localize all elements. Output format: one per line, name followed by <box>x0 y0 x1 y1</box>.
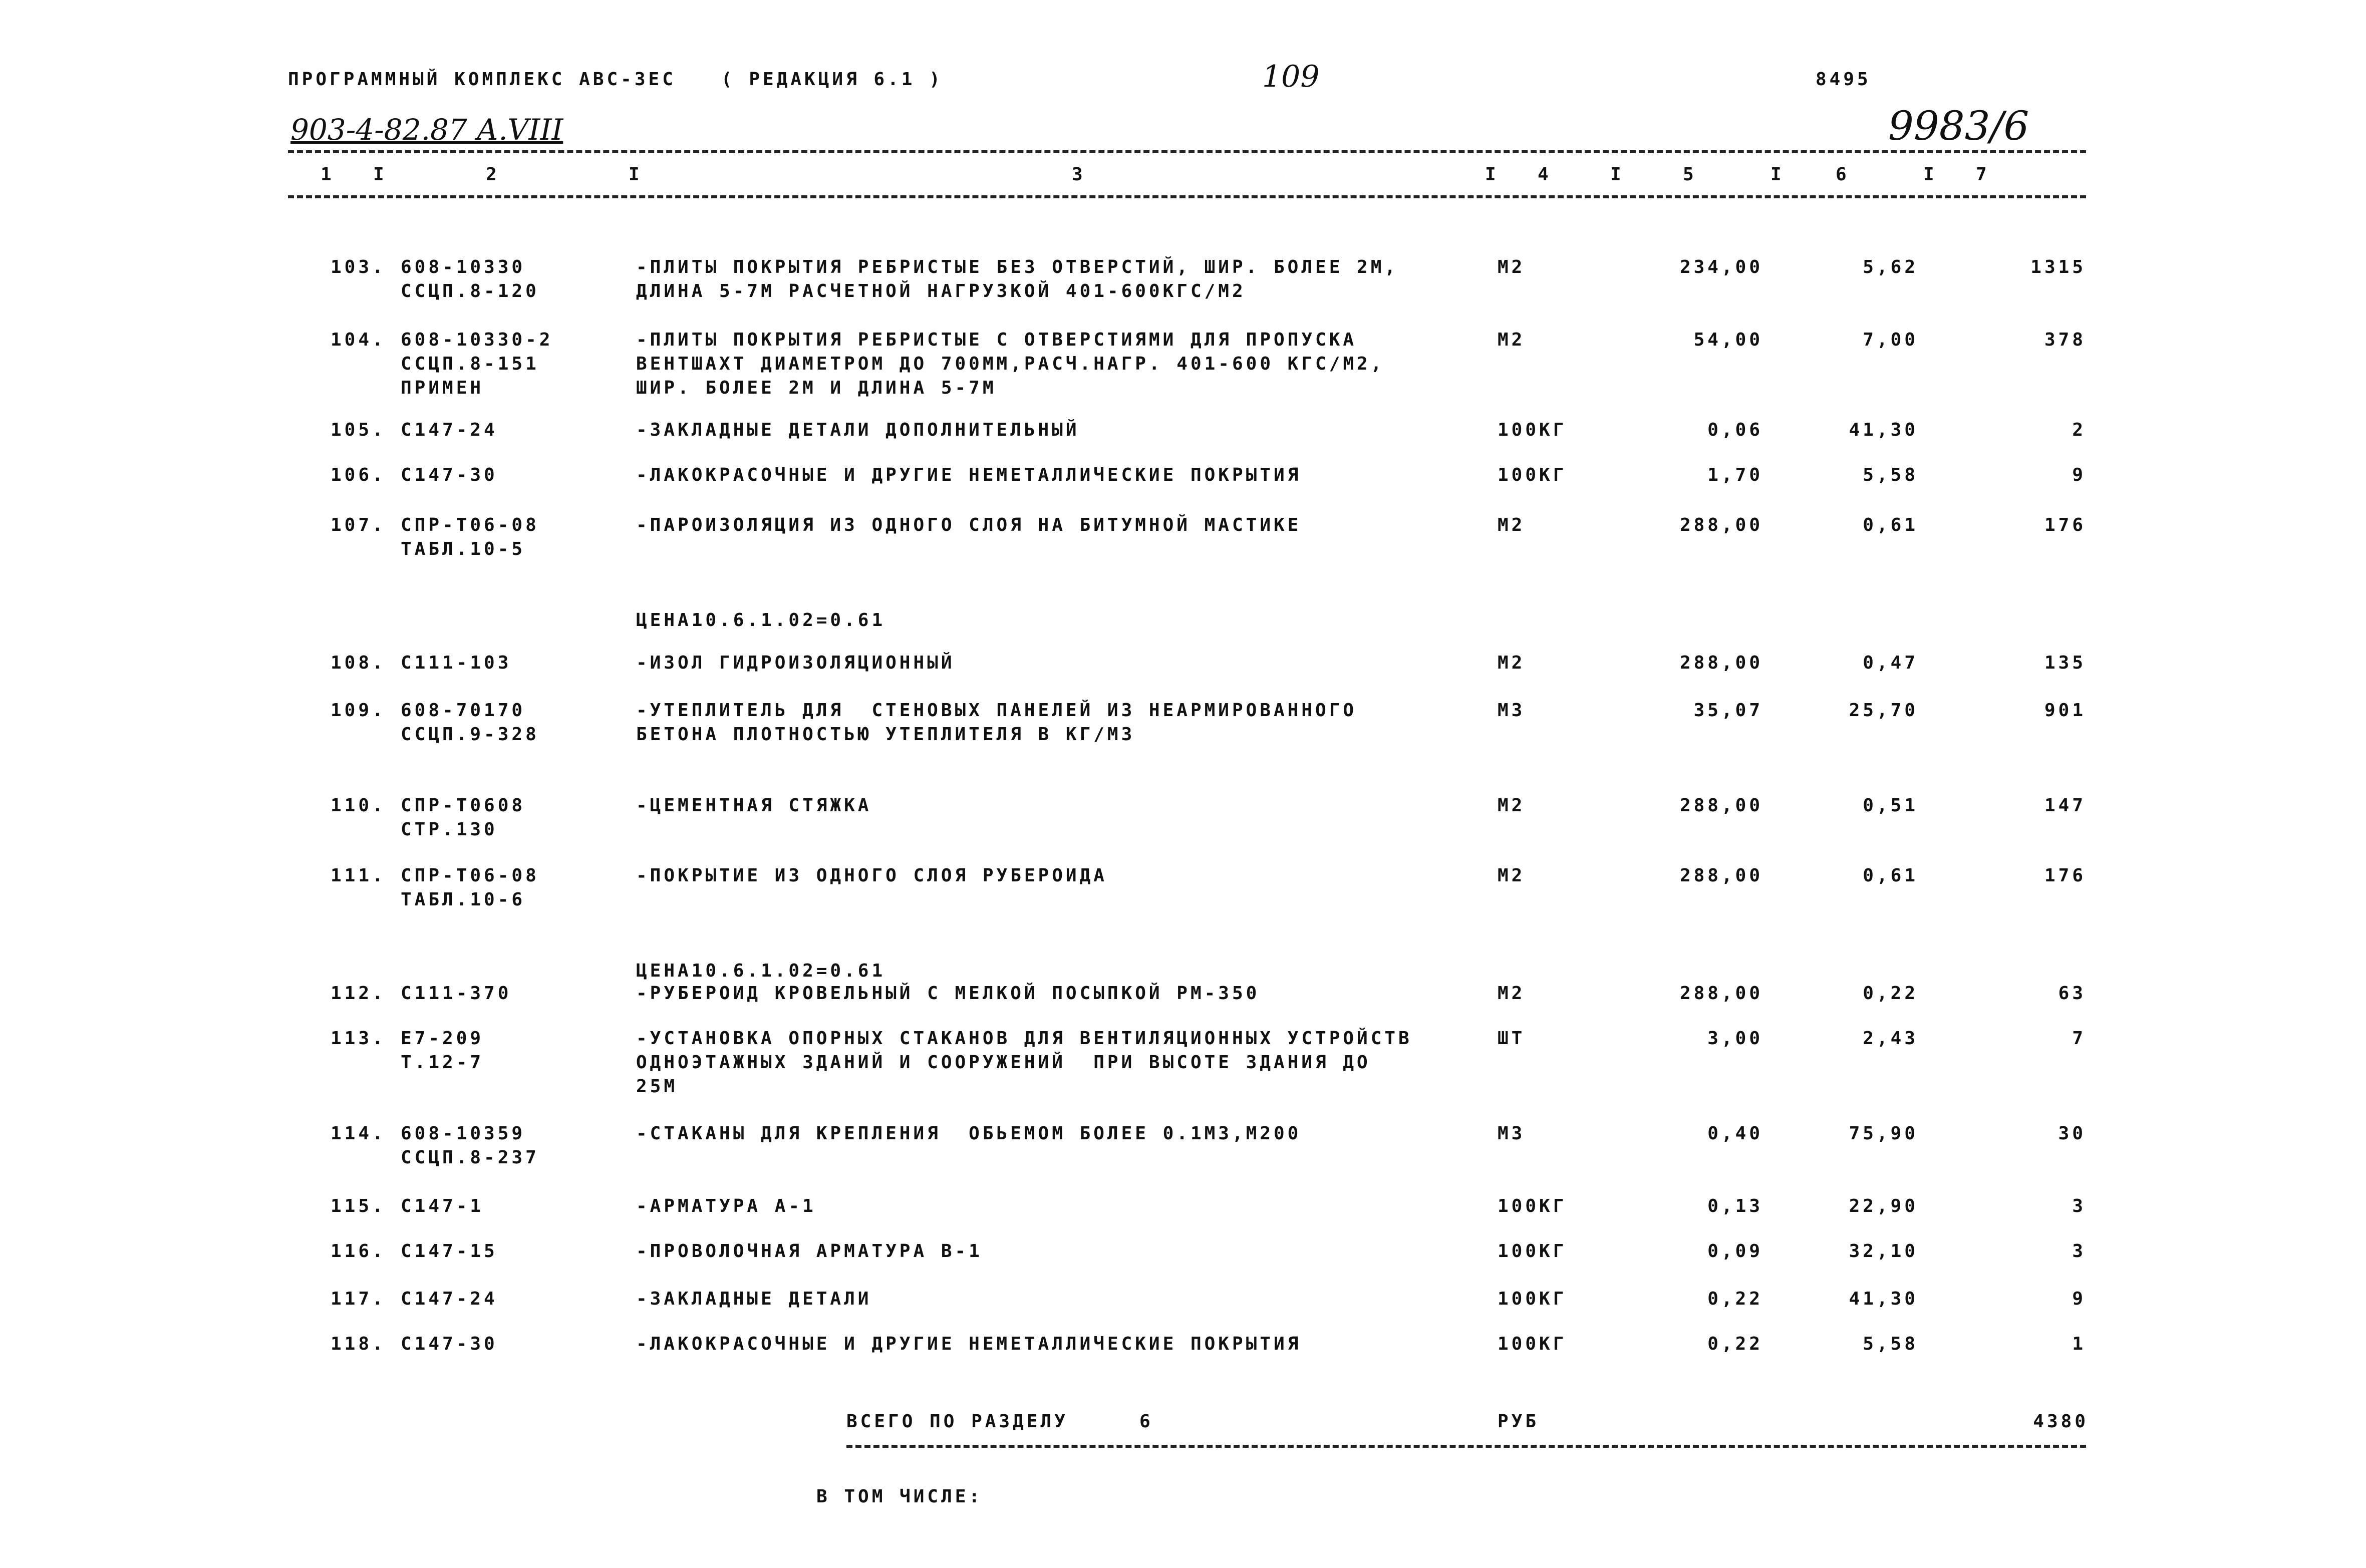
row-unit: М3 <box>1498 700 1526 721</box>
row-unit-price: 32,10 <box>1849 1241 1918 1262</box>
row-code: С147-15 <box>401 1241 498 1262</box>
row-total: 2 <box>2072 420 2086 440</box>
column-separator: I <box>1770 164 1785 185</box>
row-number: 109. <box>331 700 386 721</box>
row-quantity: 35,07 <box>1693 700 1763 721</box>
row-total: 7 <box>2072 1028 2086 1049</box>
row-description: -ЦЕМЕНТНАЯ СТЯЖКА <box>636 795 872 816</box>
row-number: 105. <box>331 420 386 440</box>
column-number-6: 6 <box>1836 164 1850 185</box>
column-number-1: 1 <box>321 164 335 185</box>
row-unit-price: 25,70 <box>1849 700 1918 721</box>
row-number: 107. <box>331 515 386 535</box>
row-number: 112. <box>331 983 386 1004</box>
row-description: -ПРОВОЛОЧНАЯ АРМАТУРА В-1 <box>636 1241 983 1262</box>
row-description: -АРМАТУРА А-1 <box>636 1196 816 1216</box>
row-code: С111-370 <box>401 983 512 1004</box>
row-number: 118. <box>331 1334 386 1354</box>
row-unit: М2 <box>1498 653 1526 673</box>
row-total: 135 <box>2044 653 2086 673</box>
document-code: 8495 <box>1816 69 1871 90</box>
row-total: 3 <box>2072 1241 2086 1262</box>
row-description: -УТЕПЛИТЕЛЬ ДЛЯ СТЕНОВЫХ ПАНЕЛЕЙ ИЗ НЕАРМИРОВАННОГО БЕТОНА ПЛОТНОСТЬЮ УТЕПЛИТЕЛЯ В КГ/М3 <box>636 700 1357 745</box>
row-quantity: 54,00 <box>1693 330 1763 350</box>
row-code: 608-10330-2 ССЦП.8-151 ПРИМЕН <box>401 330 553 398</box>
row-description: -ЛАКОКРАСОЧНЫЕ И ДРУГИЕ НЕМЕТАЛЛИЧЕСКИЕ ПОКРЫТИЯ <box>636 1334 1302 1354</box>
row-number: 115. <box>331 1196 386 1216</box>
row-description: -УСТАНОВКА ОПОРНЫХ СТАКАНОВ ДЛЯ ВЕНТИЛЯЦИОННЫХ УСТРОЙСТВ ОДНОЭТАЖНЫХ ЗДАНИЙ И СООРУЖЕНИЙ ПРИ ВЫСОТЕ ЗДАНИЯ ДО 25М <box>636 1028 1412 1097</box>
row-unit-price: 0,22 <box>1863 983 1918 1004</box>
row-number: 117. <box>331 1289 386 1309</box>
row-unit-price: 75,90 <box>1849 1123 1918 1144</box>
row-unit-price: 41,30 <box>1849 1289 1918 1309</box>
edition-label: ( РЕДАКЦИЯ 6.1 ) <box>721 69 943 90</box>
row-code: 608-10359 ССЦП.8-237 <box>401 1123 539 1168</box>
summary-rule <box>846 1445 2086 1448</box>
row-unit: 100КГ <box>1498 465 1567 485</box>
row-code: С147-1 <box>401 1196 484 1216</box>
row-unit: М2 <box>1498 330 1526 350</box>
row-code: СПР-Т06-08 ТАБЛ.10-5 <box>401 515 539 559</box>
row-number: 114. <box>331 1123 386 1144</box>
row-unit: М2 <box>1498 515 1526 535</box>
row-total: 9 <box>2072 1289 2086 1309</box>
row-description: -ЗАКЛАДНЫЕ ДЕТАЛИ ДОПОЛНИТЕЛЬНЫЙ <box>636 420 1080 440</box>
row-total: 1315 <box>2030 257 2086 277</box>
row-description: -ПАРОИЗОЛЯЦИЯ ИЗ ОДНОГО СЛОЯ НА БИТУМНОЙ МАСТИКЕ <box>636 515 1302 535</box>
row-unit: М3 <box>1498 1123 1526 1144</box>
row-unit: 100КГ <box>1498 420 1567 440</box>
header-rule-bottom <box>288 195 2086 198</box>
row-unit-price: 5,58 <box>1863 1334 1918 1354</box>
row-quantity: 288,00 <box>1679 515 1763 535</box>
row-unit-price: 0,61 <box>1863 515 1918 535</box>
row-number: 110. <box>331 795 386 816</box>
row-unit-price: 5,58 <box>1863 465 1918 485</box>
column-number-3: 3 <box>1072 164 1086 185</box>
row-code: С147-30 <box>401 465 498 485</box>
row-unit: 100КГ <box>1498 1289 1567 1309</box>
row-quantity: 288,00 <box>1679 795 1763 816</box>
row-unit-price: 22,90 <box>1849 1196 1918 1216</box>
row-total: 63 <box>2058 983 2086 1004</box>
row-quantity: 288,00 <box>1679 653 1763 673</box>
row-quantity: 1,70 <box>1707 465 1763 485</box>
section-total-value: 4380 <box>2033 1411 2089 1432</box>
price-note: ЦЕНА10.6.1.02=0.61 <box>636 961 886 981</box>
row-quantity: 3,00 <box>1707 1028 1763 1049</box>
row-total: 3 <box>2072 1196 2086 1216</box>
row-code: 608-70170 ССЦП.9-328 <box>401 700 539 745</box>
row-number: 108. <box>331 653 386 673</box>
row-quantity: 0,13 <box>1707 1196 1763 1216</box>
row-quantity: 0,09 <box>1707 1241 1763 1262</box>
row-description: -РУБЕРОИД КРОВЕЛЬНЫЙ С МЕЛКОЙ ПОСЫПКОЙ РМ-350 <box>636 983 1260 1004</box>
row-description: -ЛАКОКРАСОЧНЫЕ И ДРУГИЕ НЕМЕТАЛЛИЧЕСКИЕ ПОКРЫТИЯ <box>636 465 1302 485</box>
section-total-unit: РУБ <box>1498 1411 1540 1432</box>
row-unit: 100КГ <box>1498 1334 1567 1354</box>
row-unit-price: 7,00 <box>1863 330 1918 350</box>
row-unit: М2 <box>1498 257 1526 277</box>
row-unit: 100КГ <box>1498 1196 1567 1216</box>
row-unit: М2 <box>1498 865 1526 886</box>
column-number-7: 7 <box>1976 164 1990 185</box>
column-separator: I <box>373 164 387 185</box>
row-description: -ПЛИТЫ ПОКРЫТИЯ РЕБРИСТЫЕ БЕЗ ОТВЕРСТИЙ, ШИР. БОЛЕЕ 2М, ДЛИНА 5-7М РАСЧЕТНОЙ НАГРУЗКОЙ 401-600КГС/М2 <box>636 257 1399 301</box>
row-quantity: 234,00 <box>1679 257 1763 277</box>
column-number-5: 5 <box>1683 164 1697 185</box>
row-description: -ПЛИТЫ ПОКРЫТИЯ РЕБРИСТЫЕ С ОТВЕРСТИЯМИ ДЛЯ ПРОПУСКА ВЕНТШАХТ ДИАМЕТРОМ ДО 700ММ,РАСЧ.НАГР. 401-600 КГС/М2, ШИР. БОЛЕЕ 2М И ДЛИНА 5-7М <box>636 330 1385 398</box>
row-unit-price: 0,47 <box>1863 653 1918 673</box>
row-unit-price: 2,43 <box>1863 1028 1918 1049</box>
row-quantity: 288,00 <box>1679 983 1763 1004</box>
row-unit: М2 <box>1498 795 1526 816</box>
row-description: -ЗАКЛАДНЫЕ ДЕТАЛИ <box>636 1289 872 1309</box>
row-total: 176 <box>2044 515 2086 535</box>
row-code: СПР-Т06-08 ТАБЛ.10-6 <box>401 865 539 910</box>
column-separator: I <box>1485 164 1499 185</box>
row-total: 30 <box>2058 1123 2086 1144</box>
column-separator: I <box>1923 164 1937 185</box>
section-number: 6 <box>1139 1411 1153 1432</box>
header-rule-top <box>288 150 2086 153</box>
row-code: С147-30 <box>401 1334 498 1354</box>
row-unit-price: 41,30 <box>1849 420 1918 440</box>
column-separator: I <box>629 164 643 185</box>
row-description: -СТАКАНЫ ДЛЯ КРЕПЛЕНИЯ ОБЬЕМОМ БОЛЕЕ 0.1М3,М200 <box>636 1123 1302 1144</box>
column-separator: I <box>1610 164 1624 185</box>
row-number: 111. <box>331 865 386 886</box>
row-quantity: 0,22 <box>1707 1289 1763 1309</box>
row-number: 106. <box>331 465 386 485</box>
row-unit-price: 0,51 <box>1863 795 1918 816</box>
row-number: 113. <box>331 1028 386 1049</box>
row-unit: ШТ <box>1498 1028 1526 1049</box>
row-code: 608-10330 ССЦП.8-120 <box>401 257 539 301</box>
document-reference: 903-4-82.87 А.VIII <box>290 113 563 147</box>
row-code: С111-103 <box>401 653 512 673</box>
row-number: 104. <box>331 330 386 350</box>
row-code: СПР-Т0608 СТР.130 <box>401 795 526 840</box>
including-label: В ТОМ ЧИСЛЕ: <box>816 1486 983 1507</box>
program-title: ПРОГРАММНЫЙ КОМПЛЕКС АВС-3ЕС <box>288 69 676 90</box>
row-unit: 100КГ <box>1498 1241 1567 1262</box>
row-code: С147-24 <box>401 1289 498 1309</box>
row-total: 147 <box>2044 795 2086 816</box>
row-total: 901 <box>2044 700 2086 721</box>
row-quantity: 288,00 <box>1679 865 1763 886</box>
row-quantity: 0,40 <box>1707 1123 1763 1144</box>
row-number: 103. <box>331 257 386 277</box>
column-number-4: 4 <box>1538 164 1552 185</box>
row-total: 176 <box>2044 865 2086 886</box>
row-description: -ПОКРЫТИЕ ИЗ ОДНОГО СЛОЯ РУБЕРОИДА <box>636 865 1107 886</box>
row-quantity: 0,22 <box>1707 1334 1763 1354</box>
row-code: Е7-209 Т.12-7 <box>401 1028 484 1073</box>
row-number: 116. <box>331 1241 386 1262</box>
price-note: ЦЕНА10.6.1.02=0.61 <box>636 610 886 631</box>
row-description: -ИЗОЛ ГИДРОИЗОЛЯЦИОННЫЙ <box>636 653 955 673</box>
section-total-label: ВСЕГО ПО РАЗДЕЛУ <box>846 1411 1068 1432</box>
row-total: 378 <box>2044 330 2086 350</box>
row-quantity: 0,06 <box>1707 420 1763 440</box>
row-unit: М2 <box>1498 983 1526 1004</box>
archive-stamp: 9983/6 <box>1888 103 2029 149</box>
row-code: С147-24 <box>401 420 498 440</box>
column-number-2: 2 <box>486 164 500 185</box>
row-unit-price: 5,62 <box>1863 257 1918 277</box>
row-total: 1 <box>2072 1334 2086 1354</box>
row-total: 9 <box>2072 465 2086 485</box>
row-unit-price: 0,61 <box>1863 865 1918 886</box>
page-number: 109 <box>1262 59 1320 94</box>
